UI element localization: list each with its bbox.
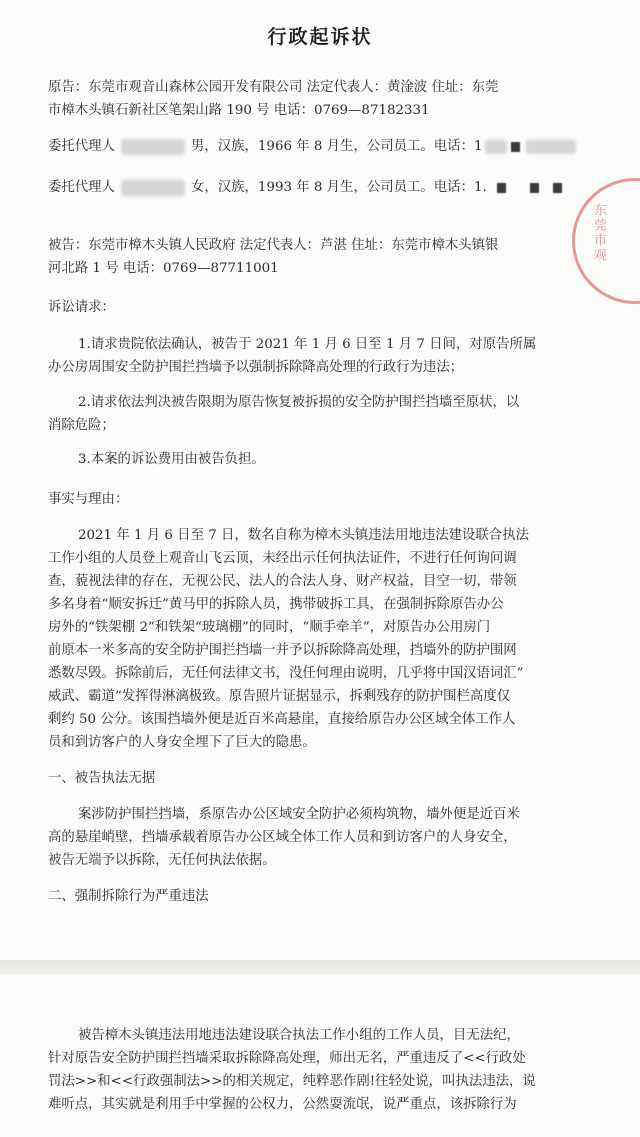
claim-2-line-1: 2.请求依法判决被告限期为原告恢复被拆损的安全防护围拦挡墙至原状，以 (78, 395, 520, 410)
facts-line: 威武、霸道”发挥得淋漓极致。原告照片证据显示，拆剩残存的防护围栏高度仅 (48, 689, 511, 704)
redaction-block (553, 183, 562, 193)
section-1-line: 案涉防护围拦挡墙，系原告办公区域安全防护必须构筑物，墙外便是近百米 (78, 807, 520, 822)
facts-line: 多名身着“顺安拆迁”黄马甲的拆除人员，携带破拆工具，在强制拆除原告办公 (48, 597, 504, 612)
document-title: 行政起诉状 (267, 26, 373, 48)
redacted-name (121, 139, 185, 155)
claim-1-line-2: 办公房周围安全防护围拦挡墙予以强制拆除降高处理的行政行为违法； (48, 360, 464, 375)
facts-heading: 事实与理由： (48, 492, 129, 507)
page-2-line: 难听点，其实就是利用手中掌握的公权力，公然耍流氓，说严重点，该拆除行为 (48, 1097, 517, 1112)
agent-2-details: 女，汉族，1993 年 8 月生，公司员工。电话：1. (190, 180, 487, 195)
section-1-line: 被告无端予以拆除，无任何执法依据。 (48, 853, 276, 868)
claim-2-line-2: 消除危险； (48, 418, 115, 433)
section-1-line: 高的悬崖峭壁，挡墙承载着原告办公区域全体工作人员和到访客户的人身安全， (48, 830, 517, 845)
section-1-heading: 一、被告执法无据 (48, 771, 156, 786)
seal-text: 东莞市观 (591, 203, 606, 263)
claim-3: 3.本案的诉讼费用由被告负担。 (78, 452, 265, 467)
plaintiff-line-1: 原告：东莞市观音山森林公园开发有限公司 法定代表人：黄淦波 住址：东莞 (48, 80, 499, 95)
page-2-line: 针对原告安全防护围拦挡墙采取拆除降高处理，师出无名，严重违反了<<行政处 (48, 1051, 526, 1066)
page-2-line: 被告樟木头镇违法用地违法建设联合执法工作小组的工作人员，目无法纪， (78, 1028, 520, 1043)
page-separator (0, 960, 640, 975)
defendant-line-2: 河北路 1 号 电话：0769—87711001 (48, 261, 279, 276)
claims-heading: 诉讼请求： (48, 300, 115, 315)
agent-1 (48, 135, 576, 155)
document-page-2 (0, 975, 640, 1137)
page-2-line: 罚法>>和<<行政强制法>>的相关规定，纯粹恶作剧!往轻处说，叫执法违法，说 (48, 1074, 536, 1089)
official-seal (572, 178, 640, 304)
defendant-line-1: 被告：东莞市樟木头镇人民政府 法定代表人：芦湛 住址：东莞市樟木头镇银 (48, 238, 499, 253)
facts-line: 查，藐视法律的存在，无视公民、法人的合法人身、财产权益，目空一切，带领 (48, 574, 517, 589)
facts-line: 工作小组的人员登上观音山飞云顶，未经出示任何执法证件，不进行任何询问调 (48, 551, 517, 566)
redacted-phone (485, 140, 507, 154)
facts-line: 房外的“铁架棚 2”和铁架“玻璃棚”的同时，“顺手牵羊”，对原告办公用房门 (48, 620, 491, 635)
agent-1-details: 男，汉族，1966 年 8 月生，公司员工。电话：1 (190, 139, 483, 154)
redaction-block (530, 183, 539, 193)
agent-2-prefix: 委托代理人 (48, 180, 115, 195)
facts-line: 剩约 50 公分。该围挡墙外便是近百米高悬崖，直接给原告办公区域全体工作人 (48, 712, 516, 727)
facts-line: 前原本一米多高的安全防护围拦挡墙一并予以拆除降高处理，挡墙外的防护围网 (48, 643, 517, 658)
facts-line: 悉数尽毁。拆除前后，无任何法律文书，没任何理由说明，几乎将中国汉语词汇” (48, 666, 524, 681)
facts-line: 2021 年 1 月 6 日至 7 日，数名自称为樟木头镇违法用地违法建设联合执法 (78, 528, 529, 543)
redacted-name (121, 180, 185, 196)
plaintiff-line-2: 市樟木头镇石新社区笔架山路 190 号 电话：0769—87182331 (48, 103, 430, 118)
facts-line: 员和到访客户的人身安全埋下了巨大的隐患。 (48, 735, 316, 750)
claim-1-line-1: 1.请求贵院依法确认，被告于 2021 年 1 月 6 日至 1 月 7 日间，对原告所属 (78, 337, 537, 352)
section-2-heading: 二、强制拆除行为严重违法 (48, 889, 209, 904)
agent-2 (48, 176, 562, 196)
redaction-block (497, 183, 506, 193)
agent-1-prefix: 委托代理人 (48, 139, 115, 154)
redaction-block (511, 142, 520, 152)
redacted-phone (526, 140, 576, 154)
